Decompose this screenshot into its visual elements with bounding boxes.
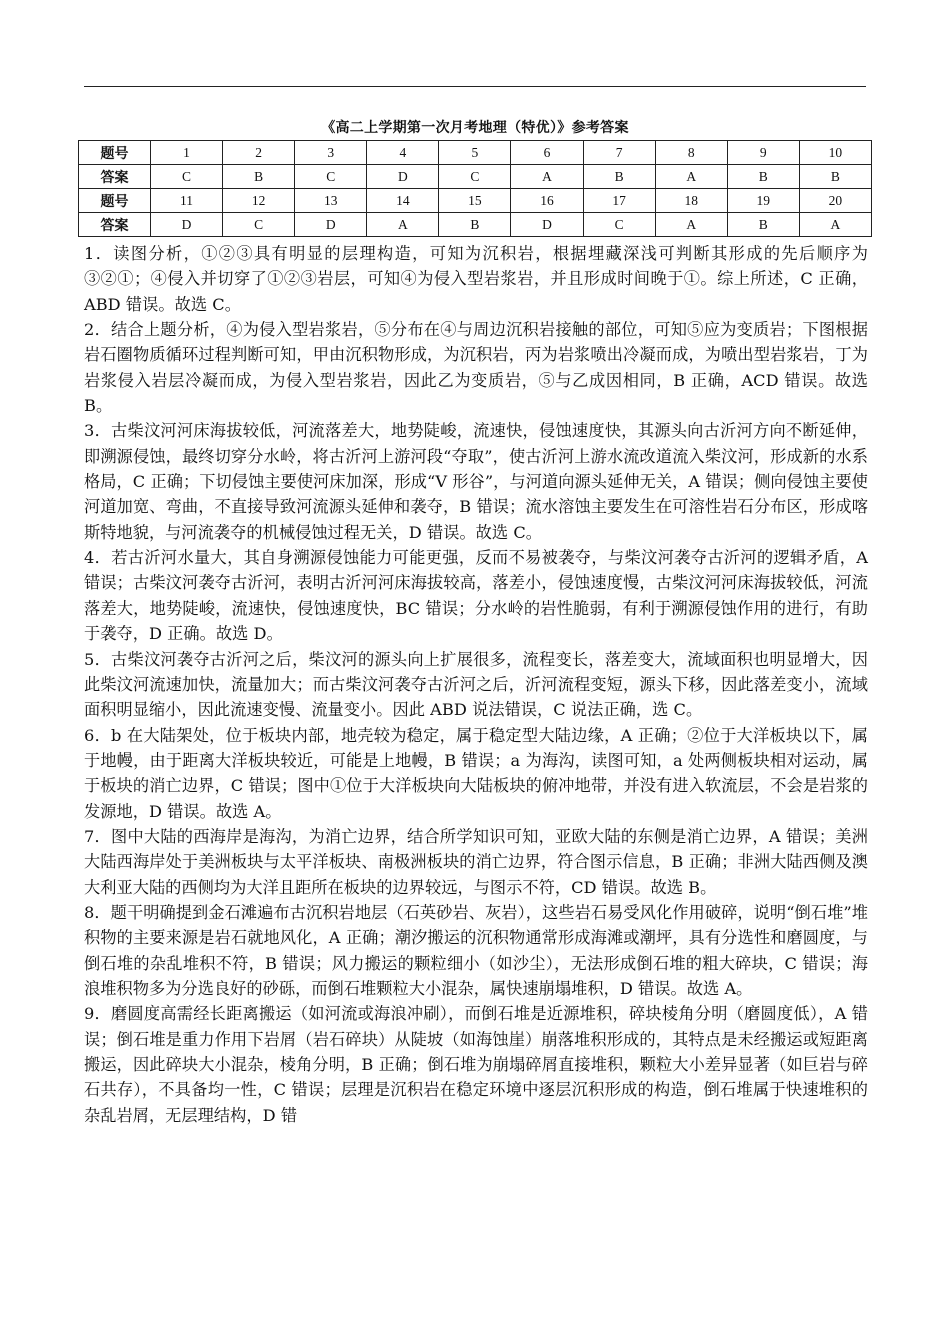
question-number-cell: 8 (655, 141, 727, 165)
question-number-row (79, 189, 872, 213)
answer-cell: C (295, 165, 367, 189)
answer-table-body (79, 141, 872, 237)
answer-cell: C (583, 213, 655, 237)
explanation-paragraph: 3．古柴汶河河床海拔较低，河流落差大，地势陡峻，流速快，侵蚀速度快，其源头向古沂河方向不断延伸，即溯源侵蚀，最终切穿分水岭，将古沂河上游河段“夺取”，使古沂河上游水流改道流入柴汶河，形成新的水系格局，C 正确；下切侵蚀主要使河床加深，形成“V 形谷”，与河道向源头延伸无关，A 错误；侧向侵蚀主要使河道加宽、弯曲，不直接导致河流源头延伸和袭夺，B 错误；流水溶蚀主要发生在可溶性岩石分布区，形成喀斯特地貌，与河流袭夺的机械侵蚀过程无关，D 错误。故选 C。 (84, 421, 868, 542)
question-number-cell: 18 (655, 189, 727, 213)
question-number-cell: 5 (439, 141, 511, 165)
question-number-cell: 4 (367, 141, 439, 165)
question-number-cell: 12 (223, 189, 295, 213)
question-number-cell: 7 (583, 141, 655, 165)
answer-cell: D (151, 213, 223, 237)
answer-cell: A (799, 213, 871, 237)
answer-row (79, 213, 872, 237)
answer-cell: C (223, 213, 295, 237)
row-label: 答案 (79, 165, 151, 189)
answer-cell: B (727, 165, 799, 189)
answer-cell: B (727, 213, 799, 237)
question-number-cell: 1 (151, 141, 223, 165)
explanation-paragraph: 8．题干明确提到金石滩遍布古沉积岩地层（石英砂岩、灰岩），这些岩石易受风化作用破碎，说明“倒石堆”堆积物的主要来源是岩石就地风化，A 正确；潮汐搬运的沉积物通常形成海滩或潮坪，具有分选性和磨圆度，与倒石堆的杂乱堆积不符，B 错误；风力搬运的颗粒细小（如沙尘），无法形成倒石堆的粗大碎块，C 错误；海浪堆积物多为分选良好的砂砾，而倒石堆颗粒大小混杂，属快速崩塌堆积，D 错误。故选 A。 (84, 902, 868, 998)
answer-row (79, 165, 872, 189)
answer-cell: D (511, 213, 583, 237)
question-number-cell: 11 (151, 189, 223, 213)
explanation-paragraph: 4．若古沂河水量大，其自身溯源侵蚀能力可能更强，反而不易被袭夺，与柴汶河袭夺古沂河的逻辑矛盾，A 错误；古柴汶河袭夺古沂河，表明古沂河河床海拔较高，落差小，侵蚀速度慢，古柴汶河河床海拔较低，河流落差大，地势陡峻，流速快，侵蚀速度快，BC 错误；分水岭的岩性脆弱，有利于溯源侵蚀作用的进行，有助于袭夺，D 正确。故选 D。 (84, 548, 868, 644)
explanation-paragraph: 6．b 在大陆架处，位于板块内部，地壳较为稳定，属于稳定型大陆边缘，A 正确；②位于大洋板块以下，属于地幔，由于距离大洋板块较近，可能是上地幔，B 错误；a 为海沟，读图可知，a 处两侧板块相对运动，属于板块的消亡边界，C 错误；图中①位于大洋板块向大陆板块的俯冲地带，并没有进入软流层，不会是岩浆的发源地，D 错误。故选 A。 (84, 725, 868, 821)
answer-cell: B (583, 165, 655, 189)
answer-cell: C (439, 165, 511, 189)
answer-cell: C (151, 165, 223, 189)
question-number-row (79, 141, 872, 165)
answer-cell: B (799, 165, 871, 189)
explanation-paragraph: 7．图中大陆的西海岸是海沟，为消亡边界，结合所学知识可知，亚欧大陆的东侧是消亡边界，A 错误；美洲大陆西海岸处于美洲板块与太平洋板块、南极洲板块的消亡边界，符合图示信息，B 正确；非洲大陆西侧及澳大利亚大陆的西侧均为大洋且距所在板块的边界较远，与图示不符，CD 错误。故选 B。 (84, 826, 868, 897)
answer-cell: A (655, 165, 727, 189)
row-label: 题号 (79, 141, 151, 165)
explanations (84, 241, 868, 1128)
question-number-cell: 10 (799, 141, 871, 165)
answer-table (78, 140, 872, 237)
header-rule (84, 86, 866, 87)
question-number-cell: 3 (295, 141, 367, 165)
answer-cell: A (511, 165, 583, 189)
question-number-cell: 2 (223, 141, 295, 165)
row-label: 答案 (79, 213, 151, 237)
question-number-cell: 17 (583, 189, 655, 213)
answer-cell: B (223, 165, 295, 189)
question-number-cell: 13 (295, 189, 367, 213)
question-number-cell: 14 (367, 189, 439, 213)
question-number-cell: 19 (727, 189, 799, 213)
answer-cell: D (295, 213, 367, 237)
question-number-cell: 15 (439, 189, 511, 213)
page-title: 《高二上学期第一次月考地理（特优）》参考答案 (321, 120, 629, 136)
explanation-paragraph: 2．结合上题分析，④为侵入型岩浆岩，⑤分布在④与周边沉积岩接触的部位，可知⑤应为变质岩；下图根据岩石圈物质循环过程判断可知，甲由沉积物形成，为沉积岩，丙为岩浆喷出冷凝而成，为喷出型岩浆岩，丁为岩浆侵入岩层冷凝而成，为侵入型岩浆岩，因此乙为变质岩，⑤与乙成因相同，B 正确，ACD 错误。故选 B。 (84, 320, 868, 416)
answer-cell: D (367, 165, 439, 189)
explanation-paragraph: 9．磨圆度高需经长距离搬运（如河流或海浪冲刷），而倒石堆是近源堆积，碎块棱角分明（磨圆度低），A 错误；倒石堆是重力作用下岩屑（岩石碎块）从陡坡（如海蚀崖）崩落堆积形成的，其特点是未经搬运或短距离搬运，因此碎块大小混杂，棱角分明，B 正确；倒石堆为崩塌碎屑直接堆积，颗粒大小差异显著（如巨岩与碎石共存），不具备均一性，C 错误；层理是沉积岩在稳定环境中逐层沉积形成的构造，倒石堆属于快速堆积的杂乱岩屑，无层理结构，D 错 (84, 1004, 868, 1125)
answer-cell: A (655, 213, 727, 237)
answer-cell: B (439, 213, 511, 237)
explanation-paragraph: 1．读图分析，①②③具有明显的层理构造，可知为沉积岩，根据埋藏深浅可判断其形成的先后顺序为③②①；④侵入并切穿了①②③岩层，可知④为侵入型岩浆岩，并且形成时间晚于①。综上所述，C 正确，ABD 错误。故选 C。 (84, 244, 868, 314)
row-label: 题号 (79, 189, 151, 213)
question-number-cell: 9 (727, 141, 799, 165)
question-number-cell: 16 (511, 189, 583, 213)
question-number-cell: 6 (511, 141, 583, 165)
question-number-cell: 20 (799, 189, 871, 213)
explanation-paragraph: 5．古柴汶河袭夺古沂河之后，柴汶河的源头向上扩展很多，流程变长，落差变大，流域面积也明显增大，因此柴汶河流速加快，流量加大；而古柴汶河袭夺古沂河之后，沂河流程变短，源头下移，因此落差变小，流域面积明显缩小，因此流速变慢、流量变小。因此 ABD 说法错误，C 说法正确，选 C。 (84, 649, 868, 720)
answer-cell: A (367, 213, 439, 237)
